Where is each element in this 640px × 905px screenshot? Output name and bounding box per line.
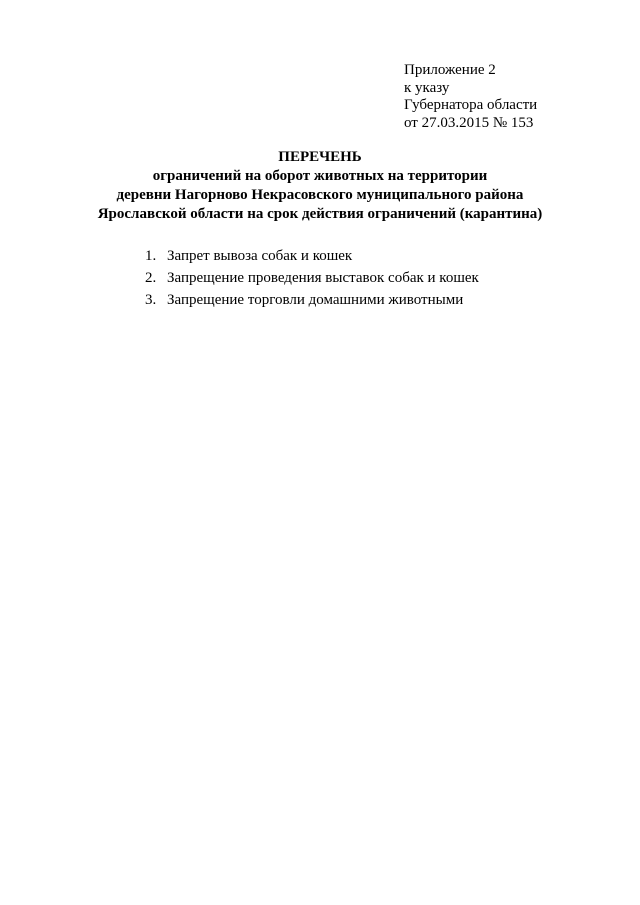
- list-item-text: Запрет вывоза собак и кошек: [167, 248, 353, 264]
- attachment-decree: к указу: [404, 79, 450, 96]
- title-heading: ПЕРЕЧЕНЬ: [278, 149, 362, 165]
- title-line-1: ограничений на оборот животных на территории: [152, 168, 488, 184]
- title-line-3: Ярославской области на срок действия ограничений (карантина): [97, 206, 543, 222]
- list-item-text: Запрещение проведения выставок собак и кошек: [167, 270, 479, 286]
- attachment-authority: Губернатора области: [404, 97, 538, 113]
- list-item: [145, 291, 479, 313]
- list-item-number: 3.: [145, 292, 157, 308]
- list-item-number: 2.: [145, 270, 157, 286]
- attachment-date: от 27.03.2015 № 153: [404, 114, 534, 131]
- restrictions-list: [145, 247, 479, 313]
- title-line-2: деревни Нагорново Некрасовского муниципального района: [116, 187, 524, 203]
- document-title: [0, 148, 640, 224]
- list-item: [145, 269, 479, 291]
- list-item-number: 1.: [145, 248, 157, 264]
- list-item-text: Запрещение торговли домашними животными: [167, 292, 464, 308]
- attachment-number: Приложение 2: [404, 62, 496, 78]
- list-item: [145, 247, 479, 269]
- attachment-note: [404, 62, 537, 132]
